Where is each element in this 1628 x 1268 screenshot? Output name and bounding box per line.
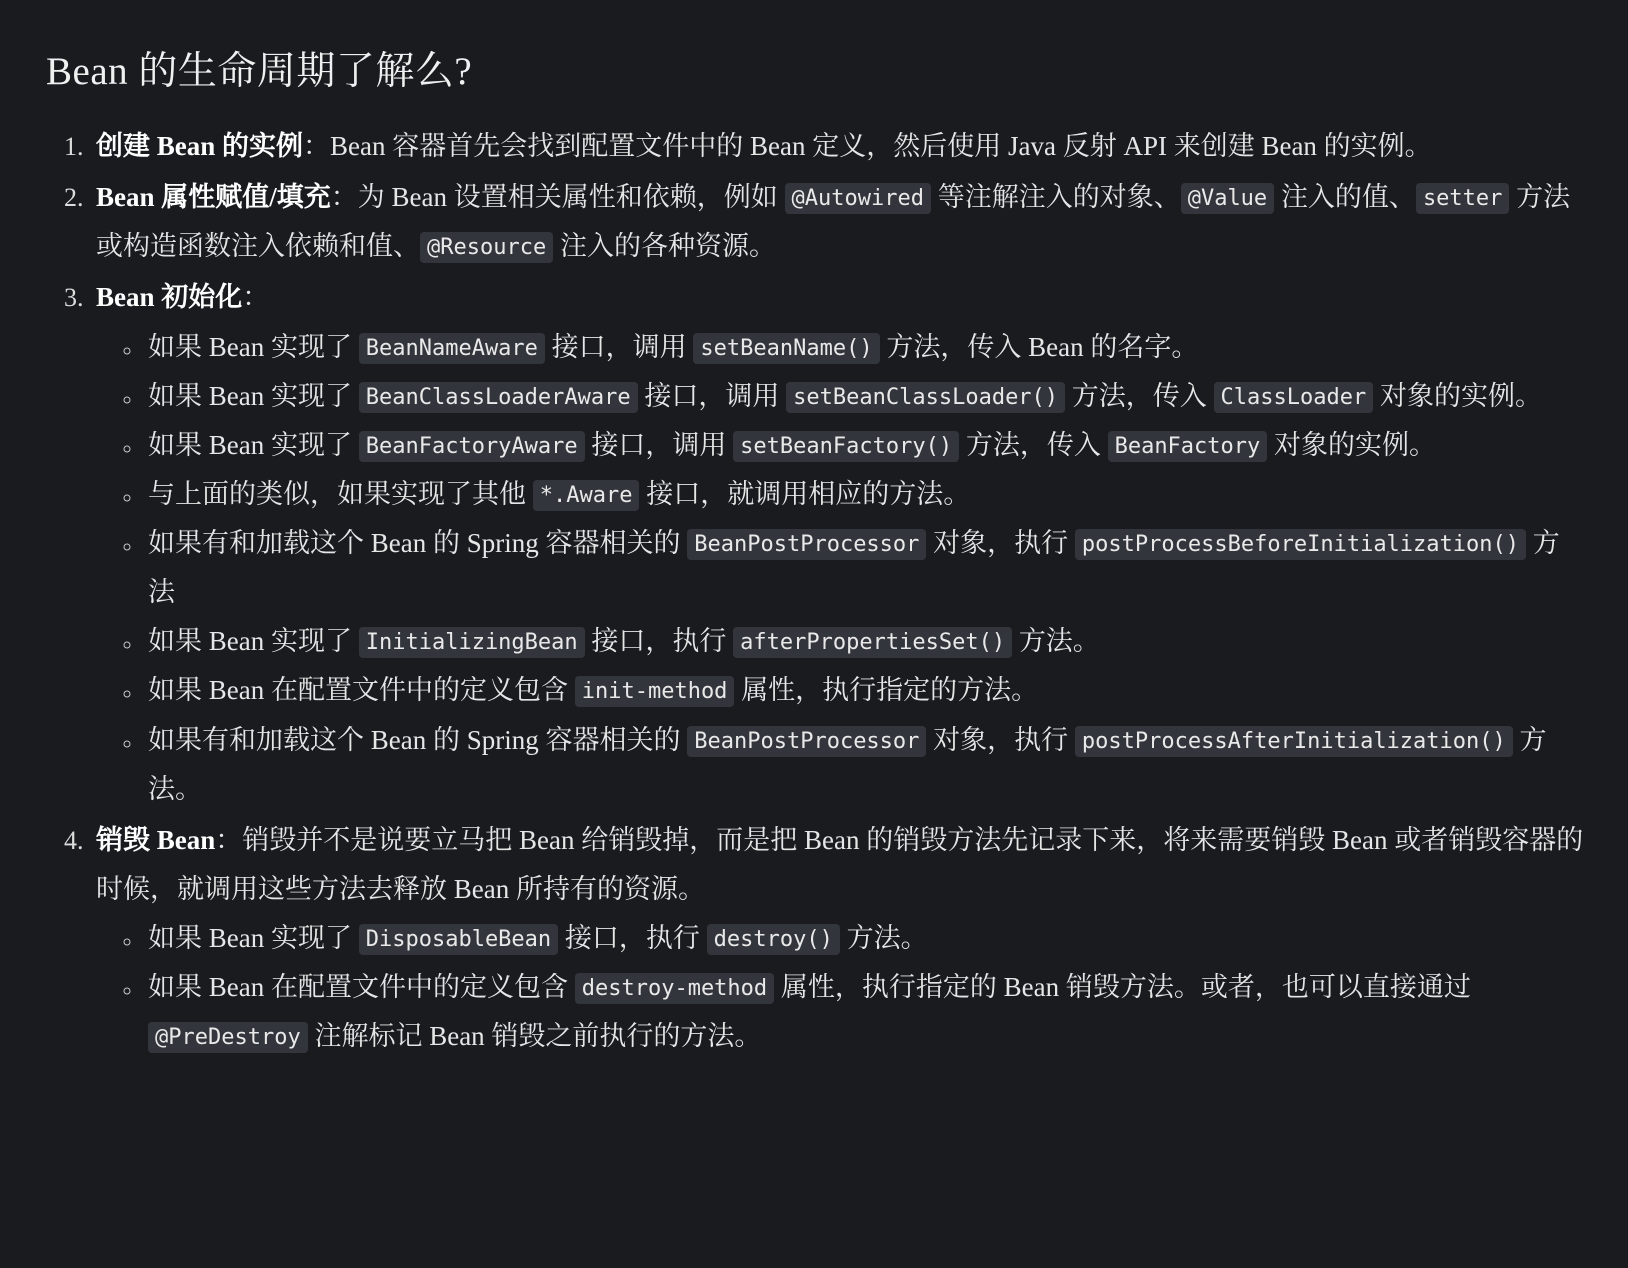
inline-code: ClassLoader: [1214, 382, 1374, 413]
body-text: 注入的各种资源。: [553, 231, 776, 262]
body-text: ：: [242, 282, 270, 313]
lifecycle-step-init-bean: [90, 273, 1584, 813]
body-text: 方法，传入: [1065, 380, 1214, 411]
body-text: 方法。: [148, 724, 1547, 804]
inline-code: BeanNameAware: [359, 333, 545, 364]
inline-code: setBeanFactory(): [733, 431, 959, 462]
inline-code: *.Aware: [533, 480, 640, 511]
body-text: 属性，执行指定的方法。: [734, 675, 1039, 706]
body-text: 与上面的类似，如果实现了其他: [148, 478, 533, 509]
sub-detail-init-method: [142, 666, 1584, 715]
sub-detail-post-process-after-init: [142, 716, 1584, 814]
inline-code: BeanClassLoaderAware: [359, 382, 638, 413]
body-text: 接口，调用: [637, 380, 787, 411]
inline-code: postProcessBeforeInitialization(): [1075, 529, 1526, 560]
body-text: 方法，传入: [959, 429, 1108, 460]
sub-detail-bean-factory-aware: [142, 421, 1584, 470]
inline-code: @PreDestroy: [148, 1022, 308, 1053]
inline-code: setter: [1416, 183, 1509, 214]
sub-detail-post-process-before-init: [142, 519, 1584, 617]
body-text: 对象，执行: [926, 724, 1075, 755]
body-text: 接口，执行: [558, 923, 707, 953]
sub-detail-bean-classloader-aware: [142, 372, 1584, 421]
body-text: 对象，执行: [926, 528, 1075, 558]
emphasis-text: 创建 Bean 的实例: [96, 131, 304, 161]
body-text: 如果 Bean 在配置文件中的定义包含: [148, 972, 575, 1003]
emphasis-text: Bean 初始化: [96, 282, 243, 313]
body-text: 如果 Bean 实现了: [148, 429, 359, 460]
sub-detail-bean-name-aware: [142, 323, 1584, 372]
body-text: 方法。: [1012, 626, 1100, 657]
sub-detail-destroy-method: [142, 963, 1584, 1061]
page-title: Bean 的生命周期了解么?: [46, 50, 473, 93]
inline-code: @Resource: [420, 232, 553, 263]
step-text: [96, 825, 1583, 904]
body-text: 方法。: [839, 923, 928, 953]
body-text: ：销毁并不是说要立马把 Bean 给销毁掉，而是把 Bean 的销毁方法先记录下来，将来需要销毁 Bean 或者销毁容器的时候，就调用这些方法去释放 Bean 所持有的资源。: [96, 824, 1584, 904]
sub-detail-list: [96, 323, 1584, 814]
lifecycle-step-destroy-bean: [90, 816, 1584, 1062]
body-text: 等注解注入的对象、: [930, 182, 1181, 213]
body-text: 接口，就调用相应的方法。: [639, 478, 971, 509]
inline-code: postProcessAfterInitialization(): [1075, 726, 1513, 757]
sub-detail-disposable-bean: [142, 914, 1584, 963]
emphasis-text: 销毁 Bean: [96, 824, 216, 855]
inline-code: BeanFactoryAware: [359, 431, 585, 462]
inline-code: BeanPostProcessor: [687, 529, 926, 560]
step-text: [96, 282, 269, 312]
body-text: ：为 Bean 设置相关属性和依赖，例如: [330, 182, 785, 213]
body-text: 接口，调用: [584, 429, 734, 460]
body-text: 方法，传入 Bean 的名字。: [879, 331, 1199, 362]
step-text: [96, 182, 1570, 261]
body-text: 属性，执行指定的 Bean 销毁方法。或者，也可以直接通过: [774, 972, 1471, 1003]
lifecycle-step-create-bean: [90, 122, 1584, 171]
inline-code: BeanPostProcessor: [687, 726, 926, 757]
body-text: 如果 Bean 实现了: [148, 380, 359, 411]
emphasis-text: Bean 属性赋值/填充: [96, 182, 331, 213]
body-text: 方法或构造函数注入依赖和值、: [96, 182, 1571, 262]
body-text: 对象的实例。: [1373, 380, 1542, 411]
body-text: 如果 Bean 实现了: [148, 331, 359, 362]
sub-detail-initializing-bean: [142, 617, 1584, 666]
body-text: 方法: [148, 528, 1560, 608]
inline-code: destroy-method: [575, 973, 774, 1004]
inline-code: BeanFactory: [1108, 431, 1268, 462]
sub-detail-other-aware: [142, 470, 1584, 519]
inline-code: DisposableBean: [359, 924, 558, 955]
inline-code: init-method: [575, 676, 735, 707]
body-text: 对象的实例。: [1267, 429, 1437, 460]
inline-code: @Value: [1181, 183, 1274, 214]
body-text: 接口，执行: [584, 626, 734, 657]
body-text: 接口，调用: [544, 331, 694, 362]
body-text: 如果有和加载这个 Bean 的 Spring 容器相关的: [148, 528, 688, 558]
step-text: [96, 131, 1432, 161]
inline-code: @Autowired: [785, 183, 931, 214]
inline-code: setBeanClassLoader(): [786, 382, 1065, 413]
body-text: 如果 Bean 在配置文件中的定义包含: [148, 675, 575, 706]
body-text: 如果有和加载这个 Bean 的 Spring 容器相关的: [148, 724, 688, 755]
body-text: ：Bean 容器首先会找到配置文件中的 Bean 定义，然后使用 Java 反射 API 来创建 Bean 的实例。: [303, 131, 1432, 161]
body-text: 注解标记 Bean 销毁之前执行的方法。: [307, 1021, 762, 1052]
inline-code: setBeanName(): [693, 333, 879, 364]
body-text: 如果 Bean 实现了: [148, 626, 359, 657]
lifecycle-step-list: [44, 122, 1584, 1061]
lifecycle-step-populate-bean: [90, 173, 1584, 271]
inline-code: afterPropertiesSet(): [733, 627, 1012, 658]
inline-code: InitializingBean: [359, 627, 585, 658]
body-text: 注入的值、: [1274, 182, 1416, 213]
inline-code: destroy(): [707, 924, 840, 955]
body-text: 如果 Bean 实现了: [148, 923, 359, 953]
sub-detail-list: [96, 914, 1584, 1061]
